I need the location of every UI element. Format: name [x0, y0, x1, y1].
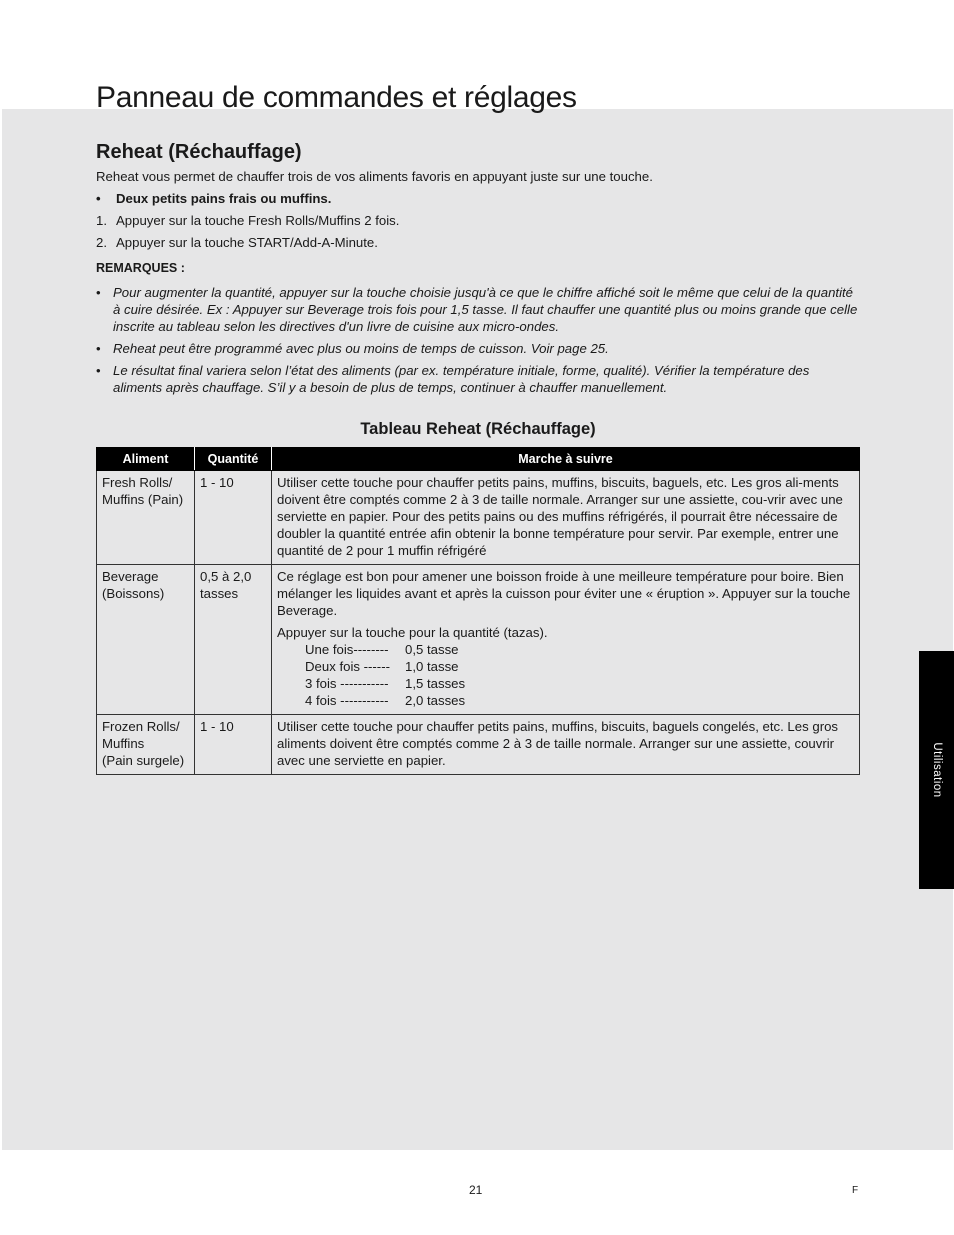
press-count: Une fois-------- — [305, 642, 389, 657]
bullet-marker: • — [96, 341, 101, 356]
instructions-cell — [272, 715, 860, 775]
header-instructions: Marche à suivre — [272, 448, 860, 471]
remark-text: Pour augmenter la quantité, appuyer sur la touche choisie jusqu'à ce que le chiffre affiché soit le même que celui de la quantité à cuire désirée. Ex : Appuyer sur Beverage trois fois pour 1,5 tasse. Il faut chauffer une quantité plus ou moins grande que celle inscrite au tableau selon les directives d'un livre de cuisine aux micro-ondes. — [113, 285, 858, 334]
food-line: Fresh Rolls/ — [102, 475, 173, 490]
instructions-text: Utiliser cette touche pour chauffer petits pains, muffins, biscuits, baguels congelés, etc. Les gros aliments doivent être comptés comme 2 à 3 de taille normale. Arranger sur une assiette, couvrir avec une serviette en papier. — [277, 719, 839, 768]
quantity-line: 0,5 à 2,0 — [200, 569, 252, 584]
food-cell — [97, 715, 195, 775]
quantity-option — [277, 692, 854, 709]
table-header-row — [97, 448, 860, 471]
section-heading: Reheat (Réchauffage) — [96, 141, 302, 163]
amount: 1,0 tasse — [405, 659, 459, 674]
food-line: Frozen Rolls/ — [102, 719, 180, 734]
quantity-option — [277, 658, 854, 675]
steps-list — [96, 212, 860, 251]
food-line: Muffins (Pain) — [102, 492, 184, 507]
remarks-label: REMARQUES : — [96, 261, 185, 275]
header-food: Aliment — [97, 448, 195, 471]
quantity-line: 1 - 10 — [200, 475, 234, 490]
remark-text: Reheat peut être programmé avec plus ou moins de temps de cuisson. Voir page 25. — [113, 341, 609, 356]
table-title: Tableau Reheat (Réchauffage) — [360, 420, 596, 438]
amount: 0,5 tasse — [405, 642, 459, 657]
page-number: 21 — [469, 1183, 483, 1197]
remarks-list — [96, 284, 860, 396]
step-text: Appuyer sur la touche START/Add-A-Minute. — [116, 235, 378, 250]
food-line: Muffins — [102, 736, 145, 751]
quantity-option — [277, 641, 854, 658]
list-item — [96, 340, 860, 357]
quantity-line: 1 - 10 — [200, 719, 234, 734]
press-count: 3 fois ----------- — [305, 676, 389, 691]
reheat-table — [96, 447, 860, 775]
quantity-option — [277, 675, 854, 692]
table-row — [97, 565, 860, 715]
quantity-cell — [195, 565, 272, 715]
remark-text: Le résultat final variera selon l’état des aliments (par ex. température initiale, forme, qualité). Vérifier la température des aliments après chauffage. S’il y a besoin de plus de temps, continuer à chauffer manuellement. — [113, 363, 810, 395]
page-letter: F — [852, 1185, 859, 1196]
section-intro: Reheat vous permet de chauffer trois de vos aliments favoris en appuyant juste sur une touche. — [96, 169, 653, 184]
bullet-marker: • — [96, 363, 101, 378]
table-row — [97, 471, 860, 565]
food-line: (Pain surgele) — [102, 753, 185, 768]
instructions-cell — [272, 471, 860, 565]
instructions-text: Ce réglage est bon pour amener une boisson froide à une meilleure température pour boire. Bien mélanger les liquides avant et après la cuisson pour éviter une « éruption ». Appuyer sur la touche Beverage. — [277, 569, 851, 618]
bullet-marker: • — [96, 285, 101, 300]
reheat-section — [96, 138, 860, 775]
step-number: 2. — [96, 235, 107, 250]
quantity-line: tasses — [200, 586, 239, 601]
quantity-cell — [195, 715, 272, 775]
amount: 2,0 tasses — [405, 693, 466, 708]
side-tab-label: Utilisation — [930, 742, 943, 798]
instructions-text: Utiliser cette touche pour chauffer petits pains, muffins, biscuits, baguels, etc. Les gros ali-ments doivent être comptés comme 2 à 3 de taille normale. Arranger sur une assiette, cou-vrir avec une serviette en papier. Pour des petits pains ou des muffins réfrigérés, il pourrait être nécessaire de doubler la quantité entrée afin obtenir la bonne température pour servir. Par exemple, entrer une quantité de 2 pour 1 muffin réfrigéré — [277, 475, 843, 558]
step-text: Appuyer sur la touche Fresh Rolls/Muffins 2 fois. — [116, 213, 400, 228]
side-section-tab — [919, 651, 954, 889]
food-cell — [97, 565, 195, 715]
header-quantity: Quantité — [195, 448, 272, 471]
instructions-cell — [272, 565, 860, 715]
press-count: 4 fois ----------- — [305, 693, 389, 708]
amount: 1,5 tasses — [405, 676, 466, 691]
list-item — [96, 234, 860, 251]
step-number: 1. — [96, 213, 107, 228]
list-item — [96, 362, 860, 396]
food-line: Beverage — [102, 569, 159, 584]
instructions-extra: Appuyer sur la touche pour la quantité (tazas). — [277, 625, 548, 640]
page-title: Panneau de commandes et réglages — [96, 81, 577, 114]
list-item — [96, 284, 860, 335]
table-row — [97, 715, 860, 775]
food-cell — [97, 471, 195, 565]
bullet-marker: • — [96, 191, 101, 206]
quantity-cell — [195, 471, 272, 565]
food-line: (Boissons) — [102, 586, 165, 601]
list-item — [96, 212, 860, 229]
press-count: Deux fois ------ — [305, 659, 390, 674]
bold-bullet — [96, 190, 860, 207]
bold-bullet-text: Deux petits pains frais ou muffins. — [116, 191, 332, 206]
